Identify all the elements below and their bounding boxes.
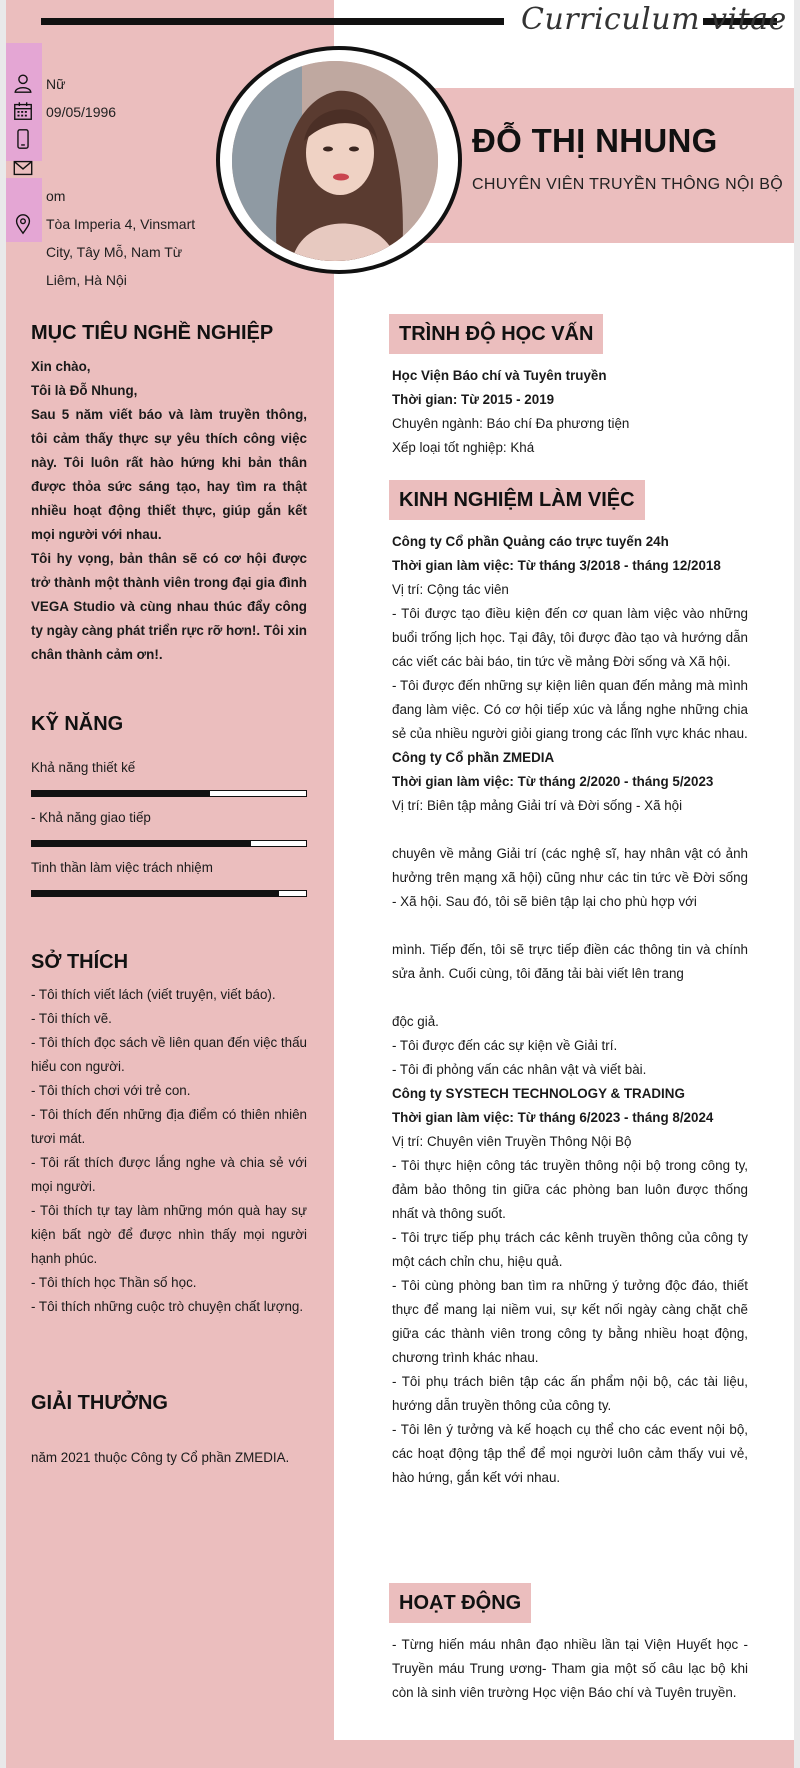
objective-text	[31, 355, 307, 667]
skill-label: Khả năng thiết kế	[31, 760, 136, 775]
job-time: Thời gian làm việc: Từ tháng 2/2020 - tháng 5/2023	[392, 774, 714, 789]
skill-label: Tinh thần làm việc trách nhiệm	[31, 860, 213, 875]
phone-icon	[12, 128, 34, 150]
education-details	[392, 364, 748, 460]
job-description: chuyên về mảng Giải trí (các nghệ sĩ, hay nhân vật có ảnh hưởng trên mạng xã hội) cũng như các tin tức về Đời sống - Xã hội. Sau đó, tôi sẽ biên tập lại cho phù hợp với	[392, 846, 748, 909]
job-position: Vị trí: Biên tập mảng Giải trí và Đời sống - Xã hội	[392, 798, 683, 813]
job-title: CHUYÊN VIÊN TRUYỀN THÔNG NỘI BỘ	[472, 176, 783, 193]
skill-bar-fill	[32, 791, 210, 796]
education-major: Chuyên ngành: Báo chí Đa phương tiện	[392, 416, 630, 431]
hobby-item: - Tôi thích tự tay làm những món quà hay sự kiện bất ngờ để được nhìn thấy mọi người hạnh phúc.	[31, 1203, 307, 1266]
portrait-photo	[232, 61, 438, 261]
job-company: Công ty Cổ phần Quảng cáo trực tuyến 24h	[392, 534, 669, 549]
job-duty: - Tôi được đến các sự kiện về Giải trí.	[392, 1038, 618, 1053]
spacer	[392, 818, 748, 842]
address-line-2: City, Tây Mỗ, Nam Từ	[46, 244, 183, 260]
job-duty: - Tôi đi phỏng vấn các nhân vật và viết bài.	[392, 1062, 647, 1077]
job-time: Thời gian làm việc: Từ tháng 6/2023 - tháng 8/2024	[392, 1110, 714, 1125]
job-duty: - Tôi cùng phòng ban tìm ra những ý tưởng độc đáo, thiết thực để mang lại niềm vui, sự kết nối ngày càng chặt chẽ giữa các thành viên trong công ty bằng nhiều hoạt động, chương trình khác nhau.	[392, 1278, 748, 1365]
address-line-1: Tòa Imperia 4, Vinsmart	[46, 216, 196, 232]
job-duty: - Tôi trực tiếp phụ trách các kênh truyền thông của công ty một cách chỉn chu, hiệu quả.	[392, 1230, 748, 1269]
hobby-item: - Tôi thích chơi với trẻ con.	[31, 1083, 191, 1098]
spacer	[392, 914, 748, 938]
cv-page	[6, 0, 794, 1768]
hobby-item: - Tôi thích học Thần số học.	[31, 1275, 197, 1290]
skill-bar-fill	[32, 841, 251, 846]
portrait-illustration	[232, 61, 438, 261]
mail-icon	[12, 157, 34, 179]
gender-value: Nữ	[46, 76, 66, 92]
skill-bar-fill	[32, 891, 279, 896]
job-duty: - Tôi lên ý tưởng và kế hoạch cụ thể cho các event nội bộ, các hoạt động tập thể để mọi người luôn cảm thấy vui vẻ, hào hứng, gắn kết với nhau.	[392, 1422, 748, 1485]
sidebar-background	[6, 0, 334, 1768]
hobbies-list	[31, 983, 307, 1319]
job-duty: - Tôi được tạo điều kiện đến cơ quan làm việc vào những buổi trống lịch học. Tại đây, tôi được đào tạo và hướng dẫn các viết các bài báo, tin tức về mảng Đời sống và Xã hội.	[392, 606, 748, 669]
skill-bar	[31, 790, 307, 797]
job-time: Thời gian làm việc: Từ tháng 3/2018 - tháng 12/2018	[392, 558, 721, 573]
spacer	[392, 986, 748, 1010]
calendar-icon	[12, 100, 34, 122]
name-band	[414, 88, 794, 243]
awards-text: năm 2021 thuộc Công ty Cổ phần ZMEDIA.	[31, 1450, 290, 1465]
bottom-band	[334, 1740, 794, 1768]
hobby-item: - Tôi thích đến những địa điểm có thiên nhiên tươi mát.	[31, 1107, 307, 1146]
hobby-item: - Tôi rất thích được lắng nghe và chia sẻ với mọi người.	[31, 1155, 307, 1194]
awards-heading: GIẢI THƯỞNG	[31, 1392, 168, 1414]
activities-text: - Từng hiến máu nhân đạo nhiều lần tại Viện Huyết học - Truyền máu Trung ương- Tham gia một số câu lạc bộ khi còn là sinh viên trường Học viện Báo chí và Tuyên truyền.	[392, 1637, 748, 1700]
job-position: Vị trí: Cộng tác viên	[392, 582, 509, 597]
objective-heading: MỤC TIÊU NGHỀ NGHIỆP	[31, 322, 274, 344]
experience-heading: KINH NGHIỆM LÀM VIỆC	[389, 480, 645, 520]
candidate-name: ĐỖ THỊ NHUNG	[472, 122, 718, 159]
hobby-item: - Tôi thích viết lách (viết truyện, viết báo).	[31, 987, 276, 1002]
email-value: om	[46, 188, 66, 204]
job-position: Vị trí: Chuyên viên Truyền Thông Nội Bộ	[392, 1134, 632, 1149]
cv-title: Curriculum vitae	[521, 2, 787, 37]
education-grade: Xếp loại tốt nghiệp: Khá	[392, 440, 535, 455]
skills-heading: KỸ NĂNG	[31, 713, 124, 735]
job-duty: - Tôi phụ trách biên tập các ấn phẩm nội bộ, các tài liệu, hướng dẫn truyền thông của công ty.	[392, 1374, 748, 1413]
skill-bar	[31, 890, 307, 897]
hobby-item: - Tôi thích đọc sách về liên quan đến việc thấu hiểu con người.	[31, 1035, 307, 1074]
hobby-item: - Tôi thích những cuộc trò chuyện chất lượng.	[31, 1299, 304, 1314]
activities-heading: HOẠT ĐỘNG	[389, 1583, 531, 1623]
skill-bar	[31, 840, 307, 847]
job-description: mình. Tiếp đến, tôi sẽ trực tiếp điền các thông tin và chính sửa ảnh. Cuối cùng, tôi đăng tải bài viết lên trang	[392, 942, 748, 981]
objective-line: Xin chào,	[31, 359, 91, 374]
objective-line: Tôi hy vọng, bản thân sẽ có cơ hội được trở thành một thành viên trong đại gia đình VEGA Studio và cùng nhau thúc đẩy công ty ngày càng phát triển rực rỡ hơn!. Tôi xin chân thành cảm ơn!.	[31, 551, 307, 662]
skill-label: - Khả năng giao tiếp	[31, 810, 151, 825]
education-time: Thời gian: Từ 2015 - 2019	[392, 392, 555, 407]
objective-line: Tôi là Đỗ Nhung,	[31, 383, 138, 398]
hobby-item: - Tôi thích vẽ.	[31, 1011, 112, 1026]
hobbies-heading: SỞ THÍCH	[31, 951, 129, 973]
person-icon	[12, 72, 34, 94]
job-company: Công ty Cổ phần ZMEDIA	[392, 750, 555, 765]
job-company: Công ty SYSTECH TECHNOLOGY & TRADING	[392, 1086, 685, 1101]
address-line-3: Liêm, Hà Nội	[46, 272, 127, 288]
top-rule-left	[41, 18, 504, 25]
location-icon	[12, 213, 34, 235]
job-duty: - Tôi được đến những sự kiện liên quan đến mảng mà mình đang làm việc. Có cơ hội tiếp xúc và lắng nghe những chia sẻ của nhiều người giỏi giang trong các lĩnh vực khác nhau.	[392, 678, 748, 741]
birthday-value: 09/05/1996	[46, 104, 117, 120]
job-description: độc giả.	[392, 1014, 439, 1029]
education-heading: TRÌNH ĐỘ HỌC VẤN	[389, 314, 603, 354]
education-school: Học Viện Báo chí và Tuyên truyền	[392, 368, 607, 383]
job-duty: - Tôi thực hiện công tác truyền thông nội bộ trong công ty, đảm bảo thông tin giữa các phòng ban luôn được thống nhất và thông suốt.	[392, 1158, 748, 1221]
experience-details	[392, 530, 748, 1490]
objective-line: Sau 5 năm viết báo và làm truyền thông, tôi cảm thấy thực sự yêu thích công việc này. Tôi luôn rất hào hứng khi bản thân được thỏa sức sáng tạo, hay tìm ra thật nhiều hoạt động thiết thực, giúp gắn kết mọi người với nhau.	[31, 407, 307, 542]
